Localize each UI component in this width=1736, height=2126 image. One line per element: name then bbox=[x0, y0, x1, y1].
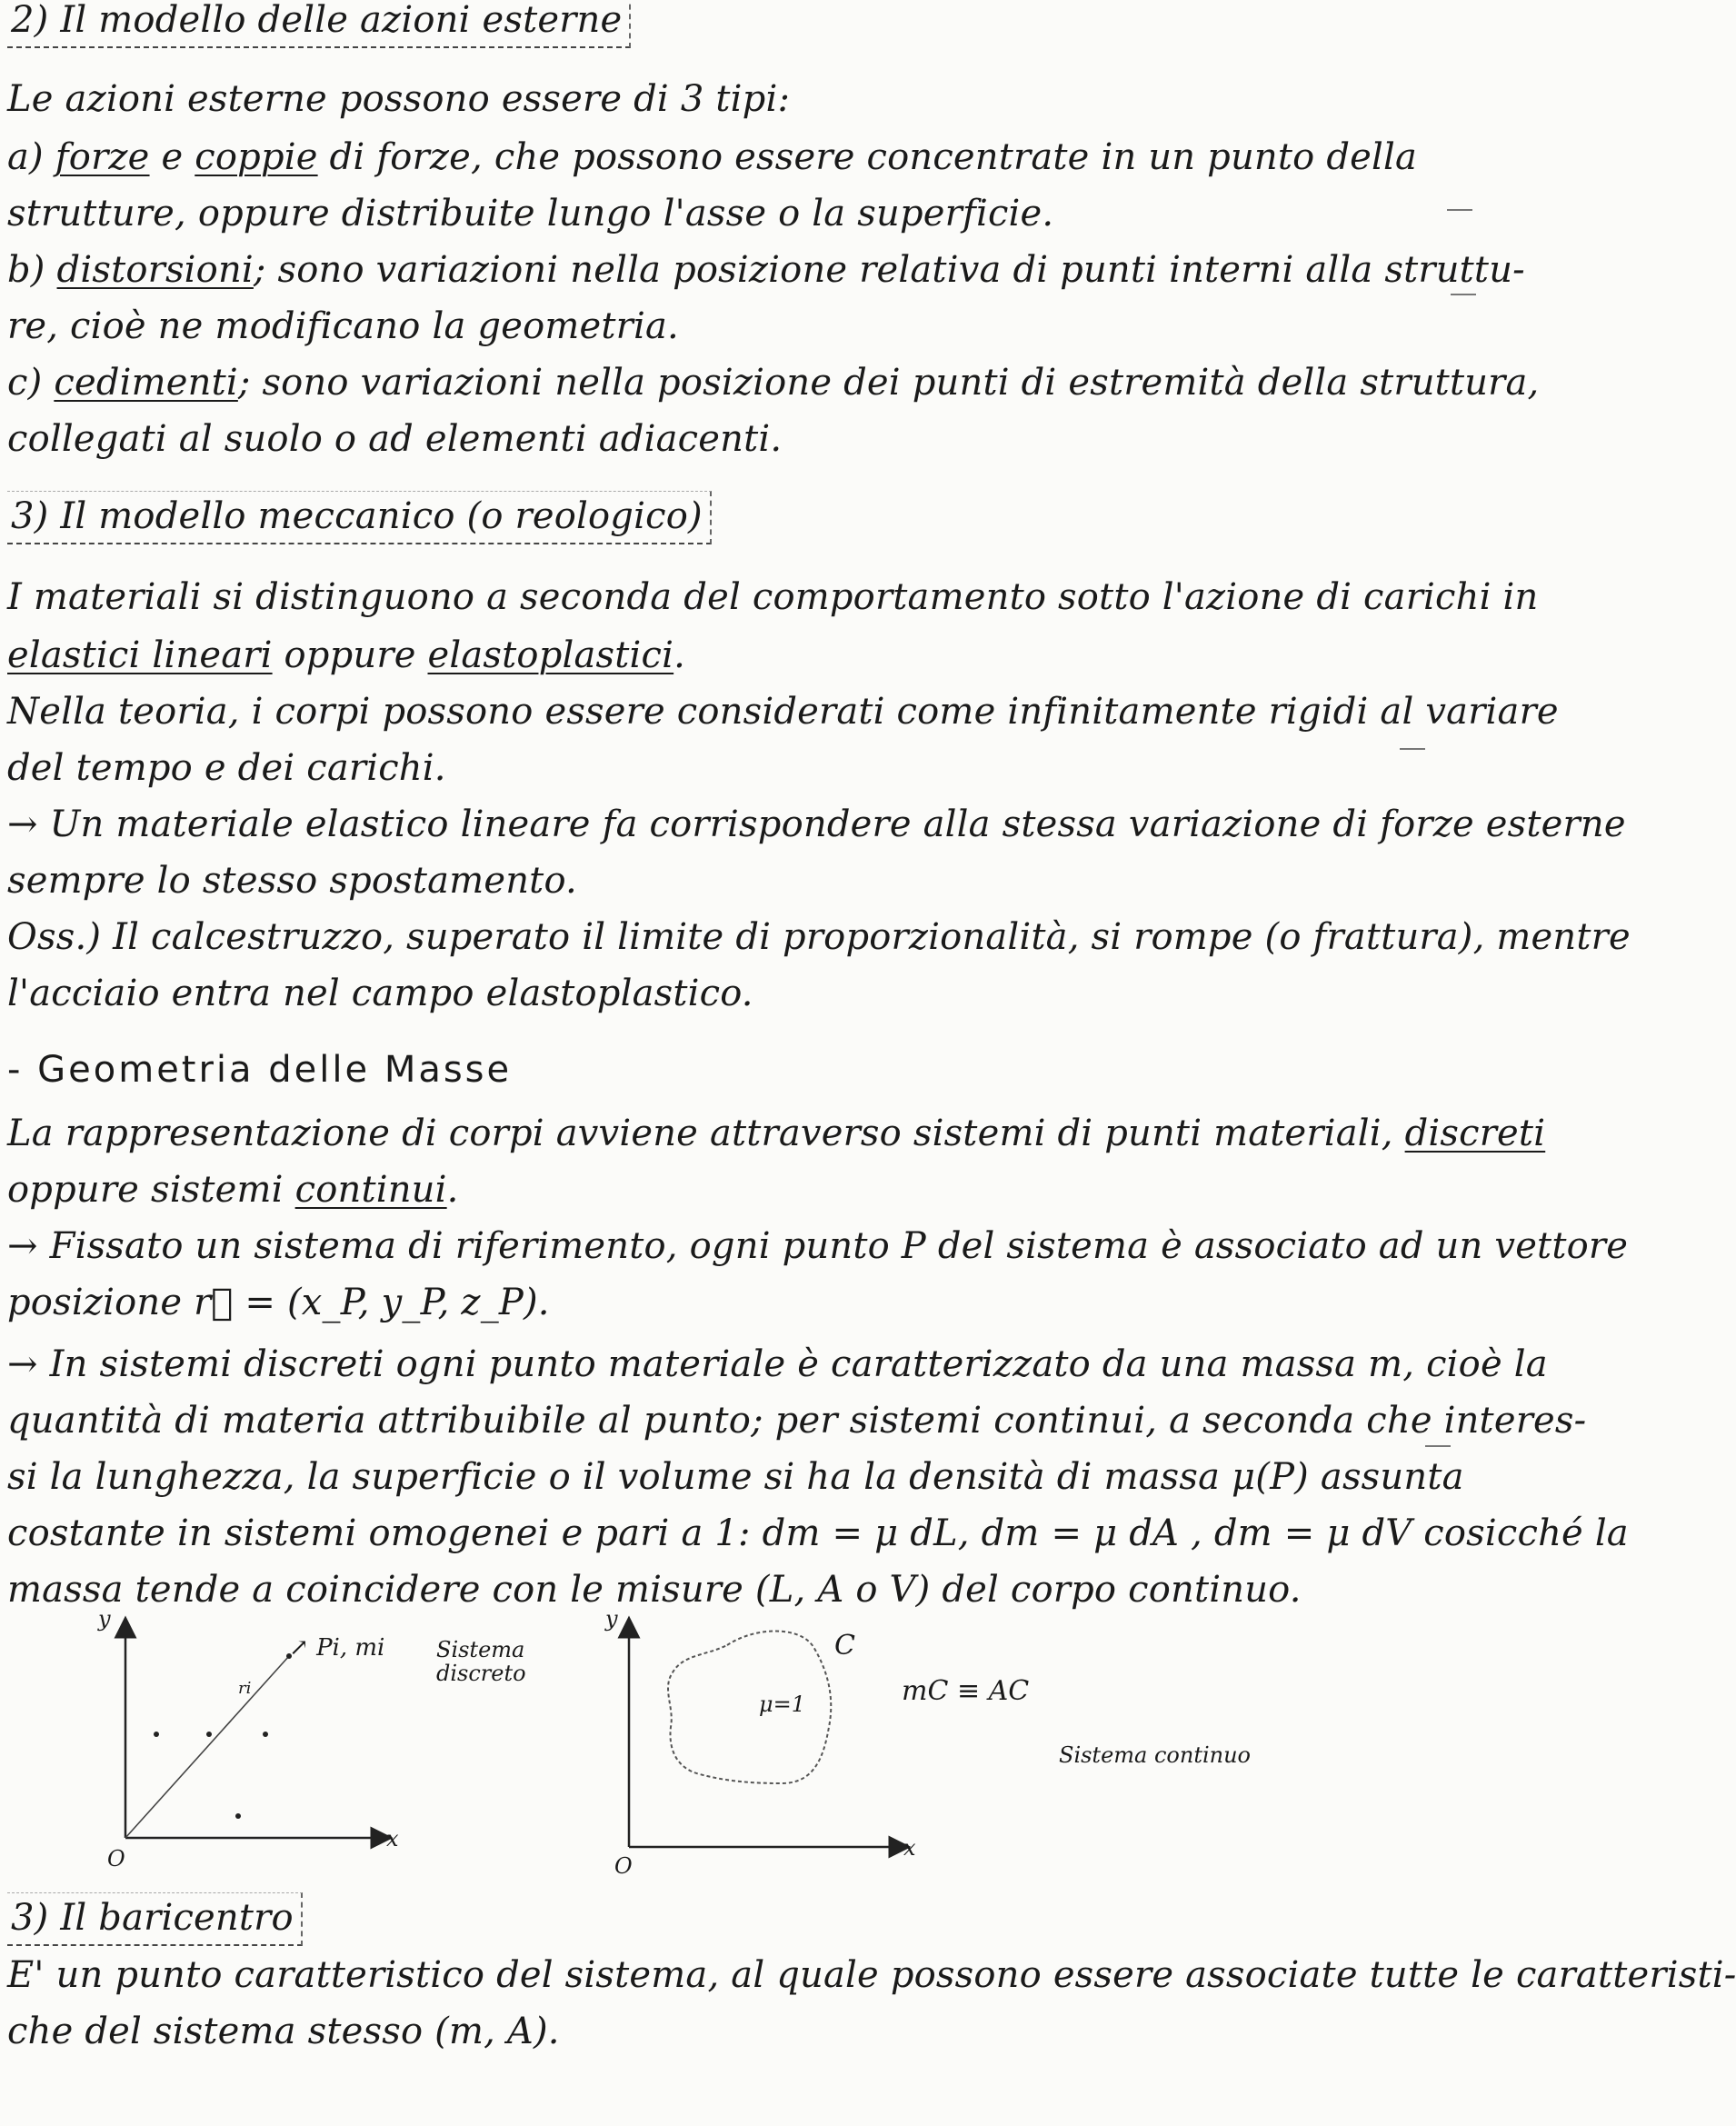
discrete-x-label: x bbox=[386, 1826, 399, 1852]
text-line: I materiali si distinguono a seconda del comportamento sotto l'azione di carichi in bbox=[7, 576, 1539, 618]
representation-line: La rappresentazione di corpi avviene attraverso sistemi di punti materiali, discreti bbox=[7, 1113, 1546, 1154]
section-heading-mass-geometry: - Geometria delle Masse bbox=[7, 1049, 513, 1091]
material-point bbox=[206, 1732, 212, 1737]
section-heading-mechanical-model: 3) Il modello meccanico (o reologico) bbox=[7, 491, 1484, 544]
text-line: → In sistemi discreti ogni punto materiale è caratterizzato da una massa m, cioè la bbox=[7, 1343, 1548, 1385]
term-cedimenti: cedimenti bbox=[54, 362, 238, 404]
margin-mark bbox=[1451, 294, 1476, 295]
continuous-caption: Sistema continuo bbox=[1059, 1742, 1252, 1768]
continuous-x-label: x bbox=[903, 1835, 916, 1861]
position-vector-ri bbox=[125, 1656, 289, 1838]
text-line: E' un punto caratteristico del sistema, al quale possono essere associate tutte le caratteristi- bbox=[7, 1954, 1736, 1996]
text-line: quantità di materia attribuibile al punto; per sistemi continui, a seconda che interes- bbox=[7, 1400, 1587, 1442]
term-distorsioni: distorsioni bbox=[56, 249, 254, 291]
text-line: Nella teoria, i corpi possono essere considerati come infinitamente rigidi al variare bbox=[7, 691, 1559, 733]
section-heading-barycenter: 3) Il baricentro bbox=[7, 1892, 1484, 1946]
text-line: strutture, oppure distribuite lungo l'asse o la superficie. bbox=[7, 193, 1054, 235]
vector-ri-label: ri bbox=[238, 1679, 252, 1698]
term-elastoplastici: elastoplastici bbox=[427, 634, 674, 676]
text-line: che del sistema stesso (m, A). bbox=[7, 2011, 560, 2052]
material-point bbox=[235, 1813, 241, 1819]
density-formula-line: costante in sistemi omogenei e pari a 1: dm = μ dL, dm = μ dA , dm = μ dV cosicché la bbox=[7, 1512, 1629, 1554]
margin-mark bbox=[1425, 1445, 1451, 1447]
list-item-settlements: c) cedimenti; sono variazioni nella posizione dei punti di estremità della struttura, bbox=[7, 362, 1540, 404]
material-point bbox=[263, 1732, 268, 1737]
text-line: sempre lo stesso spostamento. bbox=[7, 860, 577, 902]
list-item-distortions: b) distorsioni; sono variazioni nella posizione relativa di punti interni alla struttu- bbox=[7, 249, 1525, 291]
position-vector-line: posizione r⃗ = (x_P, y_P, z_P). bbox=[7, 1282, 550, 1323]
text-line: collegati al suolo o ad elementi adiacenti. bbox=[7, 418, 783, 460]
material-point bbox=[154, 1732, 159, 1737]
discrete-y-label: y bbox=[98, 1606, 111, 1632]
body-c-label: C bbox=[834, 1630, 855, 1662]
continuous-systems-line: oppure sistemi continui. bbox=[7, 1169, 459, 1211]
text-line: massa tende a coincidere con le misure (L, A o V) del corpo continuo. bbox=[7, 1569, 1302, 1611]
margin-mark bbox=[1447, 209, 1472, 211]
term-coppie: coppie bbox=[195, 136, 318, 178]
term-forze: forze bbox=[55, 136, 150, 178]
text-line: Oss.) Il calcestruzzo, superato il limite di proporzionalità, si rompe (o frattura), mentre bbox=[7, 916, 1631, 958]
text-line: Le azioni esterne possono essere di 3 tipi: bbox=[7, 78, 791, 120]
point-pi-mi-label: ↗ Pi, mi bbox=[289, 1634, 385, 1662]
margin-mark bbox=[1400, 748, 1425, 750]
continuous-origin-label: O bbox=[614, 1853, 633, 1879]
mass-equivalence-formula: mC ≡ AC bbox=[902, 1675, 1030, 1707]
term-continui: continui bbox=[294, 1169, 447, 1211]
text-line: si la lunghezza, la superficie o il volume si ha la densità di massa μ(P) assunta bbox=[7, 1456, 1464, 1498]
text-line: → Un materiale elastico lineare fa corrispondere alla stessa variazione di forze esterne bbox=[7, 803, 1626, 845]
continuous-system-figure bbox=[629, 1627, 900, 1847]
material-types-line: elastici lineari oppure elastoplastici. bbox=[7, 634, 686, 676]
term-discreti: discreti bbox=[1404, 1113, 1546, 1154]
list-item-forces: a) forze e coppie di forze, che possono essere concentrate in un punto della bbox=[7, 136, 1418, 178]
density-mu-label: μ=1 bbox=[759, 1692, 805, 1717]
continuous-y-label: y bbox=[605, 1606, 618, 1632]
term-elastici-lineari: elastici lineari bbox=[7, 634, 273, 676]
text-line: re, cioè ne modificano la geometria. bbox=[7, 305, 679, 347]
text-line: l'acciaio entra nel campo elastoplastico. bbox=[7, 973, 753, 1014]
text-line: → Fissato un sistema di riferimento, ogni punto P del sistema è associato ad un vettore bbox=[7, 1225, 1629, 1267]
text-line: del tempo e dei carichi. bbox=[7, 747, 446, 789]
discrete-origin-label: O bbox=[107, 1846, 125, 1871]
section-heading-external-actions: 2) Il modello delle azioni esterne bbox=[7, 0, 1484, 48]
discrete-caption: Sistema discreto bbox=[436, 1637, 526, 1686]
continuous-body-outline bbox=[668, 1632, 831, 1784]
